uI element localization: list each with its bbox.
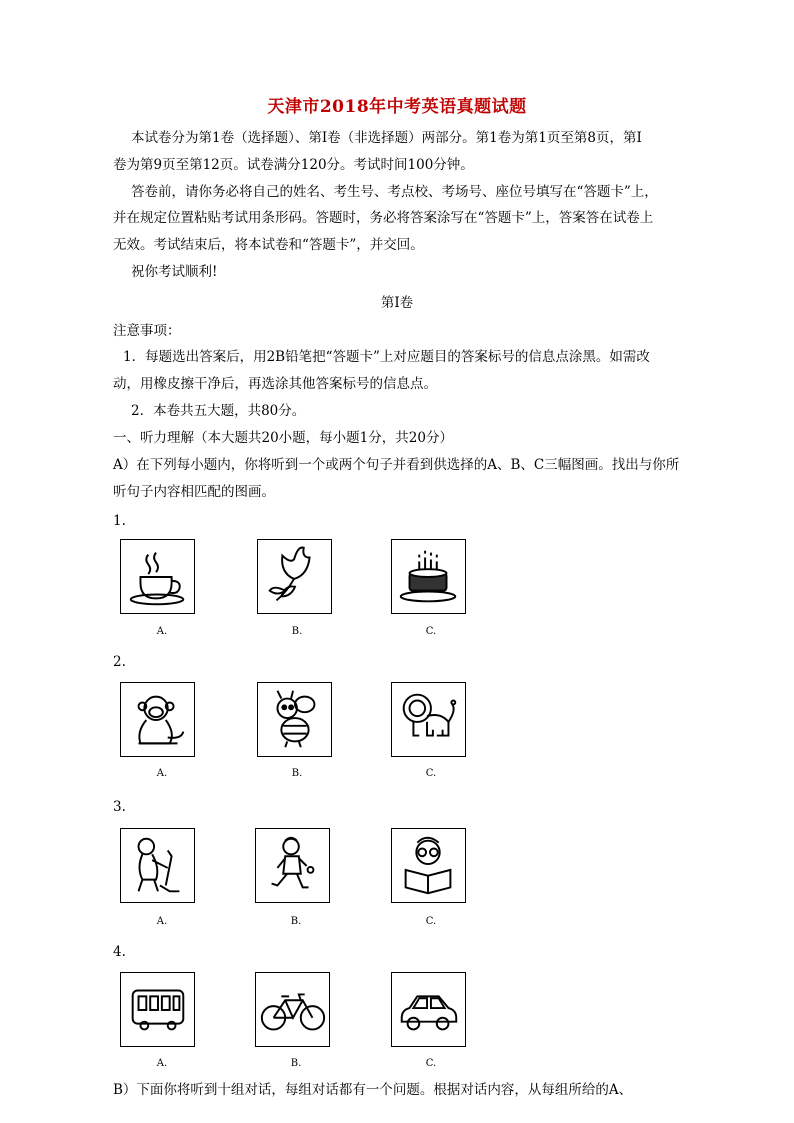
option-label: A.	[156, 626, 168, 637]
notes-heading: 注意事项：	[113, 323, 181, 339]
option-label: C.	[425, 1058, 437, 1069]
flower-icon	[257, 539, 332, 614]
running-boy-icon	[255, 828, 330, 903]
question-number: 4.	[113, 944, 126, 960]
page-title: 天津市2018年中考英语真题试题	[267, 97, 527, 117]
partB-instructions: B）下面你将听到十组对话，每组对话都有一个问题。根据对话内容，从每组所给的A、	[113, 1082, 633, 1098]
note-1-cont: 动，用橡皮擦干净后，再选涂其他答案标号的信息点。	[113, 376, 437, 392]
option-label: B.	[291, 768, 303, 779]
question-number: 2.	[113, 654, 126, 670]
part1-instructions-cont: 听句子内容相匹配的图画。	[113, 484, 275, 500]
option-label: B.	[291, 626, 303, 637]
intro-paragraph-1: 本试卷分为第1卷（选择题）、第I卷（非选择题）两部分。第1卷为第1页至第8页，第I	[131, 130, 642, 146]
section-title: 第I卷	[380, 295, 414, 311]
option-label: C.	[425, 768, 437, 779]
option-label: B.	[290, 1058, 302, 1069]
intro-paragraph-2-cont: 并在规定位置粘贴考试用条形码。答题时，务必将答案涂写在“答题卡”上，答案答在试卷上	[113, 210, 654, 226]
coffee-cup-icon	[120, 539, 195, 614]
option-label: B.	[290, 916, 302, 927]
intro-paragraph-2-end: 无效。考试结束后，将本试卷和“答题卡”，并交回。	[113, 237, 424, 253]
sweeping-person-icon	[120, 828, 195, 903]
option-label: A.	[156, 768, 168, 779]
option-label: A.	[156, 1058, 168, 1069]
intro-paragraph-1-cont: 卷为第9页至第12页。试卷满分120分。考试时间100分钟。	[113, 157, 474, 173]
car-icon	[391, 972, 466, 1047]
good-luck-text: 祝你考试顺利!	[131, 264, 218, 280]
question-number: 1.	[113, 513, 126, 529]
bee-icon	[257, 682, 332, 757]
monkey-icon	[120, 682, 195, 757]
note-2: 2．本卷共五大题，共80分。	[131, 403, 306, 419]
birthday-cake-icon	[391, 539, 466, 614]
option-label: A.	[156, 916, 168, 927]
lion-icon	[391, 682, 466, 757]
part1-instructions: A）在下列每小题内，你将听到一个或两个句子并看到供选择的A、B、C三幅图画。找出与你所	[113, 457, 680, 473]
note-1: 1．每题选出答案后，用2B铅笔把“答题卡”上对应题目的答案标号的信息点涂黑。如需改	[123, 349, 650, 365]
option-label: C.	[425, 626, 437, 637]
option-label: C.	[425, 916, 437, 927]
question-number: 3.	[113, 799, 126, 815]
intro-paragraph-2: 答卷前，请你务必将自己的姓名、考生号、考点校、考场号、座位号填写在“答题卡”上，	[131, 184, 658, 200]
part1-heading: 一、听力理解（本大题共20小题，每小题1分，共20分）	[113, 430, 453, 446]
reading-boy-icon	[391, 828, 466, 903]
bus-icon	[120, 972, 195, 1047]
bicycle-icon	[255, 972, 330, 1047]
